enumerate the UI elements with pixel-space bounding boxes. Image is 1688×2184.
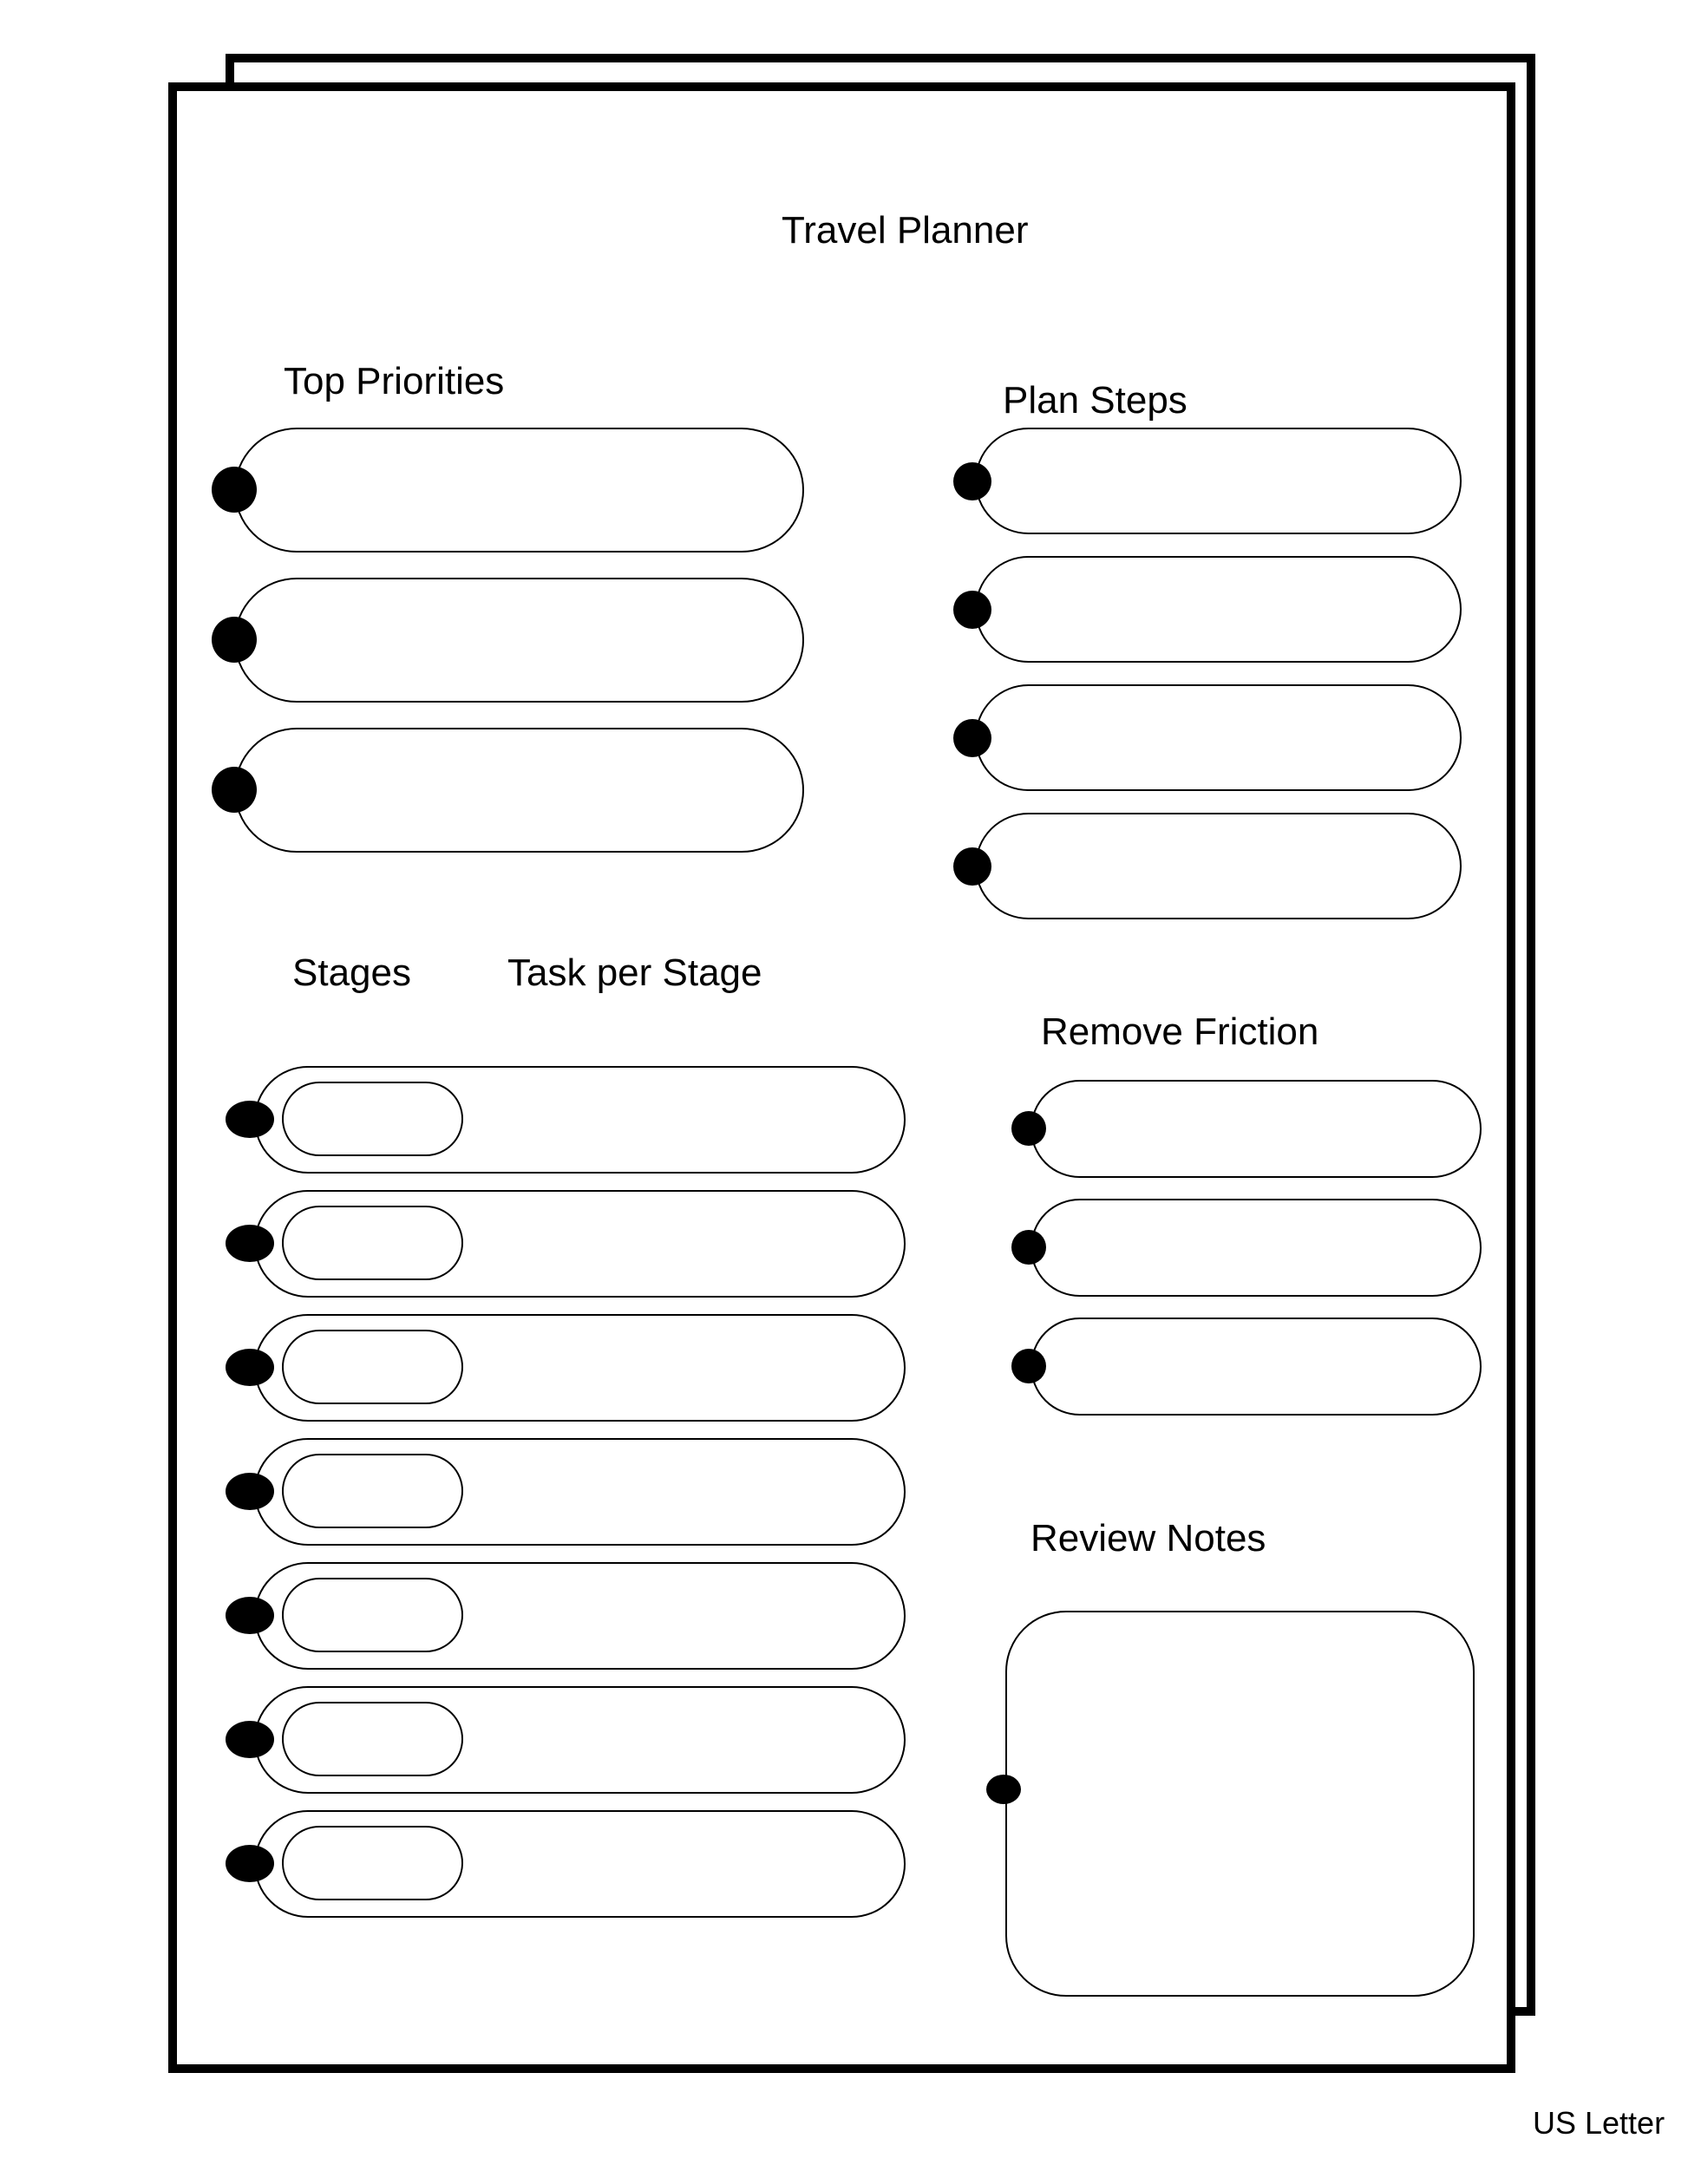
friction-row [1011, 1318, 1482, 1416]
plan-step-row [953, 428, 1462, 534]
plan-step-row [953, 813, 1462, 919]
bullet-dot [1011, 1111, 1046, 1146]
stage-slot[interactable] [282, 1082, 463, 1156]
stage-row [226, 1686, 906, 1794]
stage-slot[interactable] [282, 1826, 463, 1900]
bullet-dot [226, 1721, 274, 1758]
review-notes-heading: Review Notes [1030, 1517, 1266, 1560]
priority-row [212, 728, 804, 853]
bullet-dot [212, 617, 257, 663]
bullet-dot [226, 1845, 274, 1882]
task-per-stage-heading: Task per Stage [507, 951, 762, 994]
bullet-dot [226, 1225, 274, 1262]
bullet-dot [226, 1101, 274, 1138]
plan-step-slot[interactable] [975, 556, 1462, 663]
review-notes-box[interactable] [1005, 1611, 1475, 1997]
stage-row [226, 1314, 906, 1422]
friction-row [1011, 1199, 1482, 1297]
plan-step-row [953, 684, 1462, 791]
priority-row [212, 428, 804, 553]
friction-slot[interactable] [1030, 1199, 1482, 1297]
top-priorities-heading: Top Priorities [284, 360, 505, 402]
friction-row [1011, 1080, 1482, 1178]
bullet-dot [212, 767, 257, 813]
bullet-dot [226, 1349, 274, 1386]
plan-step-row [953, 556, 1462, 663]
bullet-dot [986, 1775, 1021, 1804]
bullet-dot [953, 591, 991, 629]
stage-slot[interactable] [282, 1206, 463, 1280]
friction-slot[interactable] [1030, 1080, 1482, 1178]
stage-row [226, 1438, 906, 1546]
bullet-dot [953, 719, 991, 757]
priority-row [212, 578, 804, 703]
priority-slot[interactable] [234, 578, 804, 703]
stage-row [226, 1810, 906, 1918]
remove-friction-heading: Remove Friction [1041, 1010, 1319, 1053]
stage-row [226, 1066, 906, 1174]
bullet-dot [953, 847, 991, 886]
plan-steps-list [953, 428, 1462, 919]
stage-slot[interactable] [282, 1330, 463, 1404]
page-title: Travel Planner [782, 209, 1029, 252]
remove-friction-list [1011, 1080, 1482, 1416]
priority-slot[interactable] [234, 728, 804, 853]
stage-slot[interactable] [282, 1578, 463, 1652]
stage-row [226, 1562, 906, 1670]
plan-steps-heading: Plan Steps [1003, 379, 1187, 422]
paper-size-label: US Letter [1533, 2105, 1665, 2141]
stages-heading: Stages [292, 951, 411, 994]
top-priorities-list [212, 428, 804, 853]
stage-slot[interactable] [282, 1454, 463, 1528]
priority-slot[interactable] [234, 428, 804, 553]
friction-slot[interactable] [1030, 1318, 1482, 1416]
bullet-dot [1011, 1349, 1046, 1383]
plan-step-slot[interactable] [975, 428, 1462, 534]
bullet-dot [953, 462, 991, 500]
bullet-dot [1011, 1230, 1046, 1265]
bullet-dot [212, 467, 257, 513]
stages-list [226, 1066, 906, 1918]
bullet-dot [226, 1597, 274, 1634]
stage-slot[interactable] [282, 1702, 463, 1776]
bullet-dot [226, 1473, 274, 1510]
stage-row [226, 1190, 906, 1298]
plan-step-slot[interactable] [975, 684, 1462, 791]
plan-step-slot[interactable] [975, 813, 1462, 919]
